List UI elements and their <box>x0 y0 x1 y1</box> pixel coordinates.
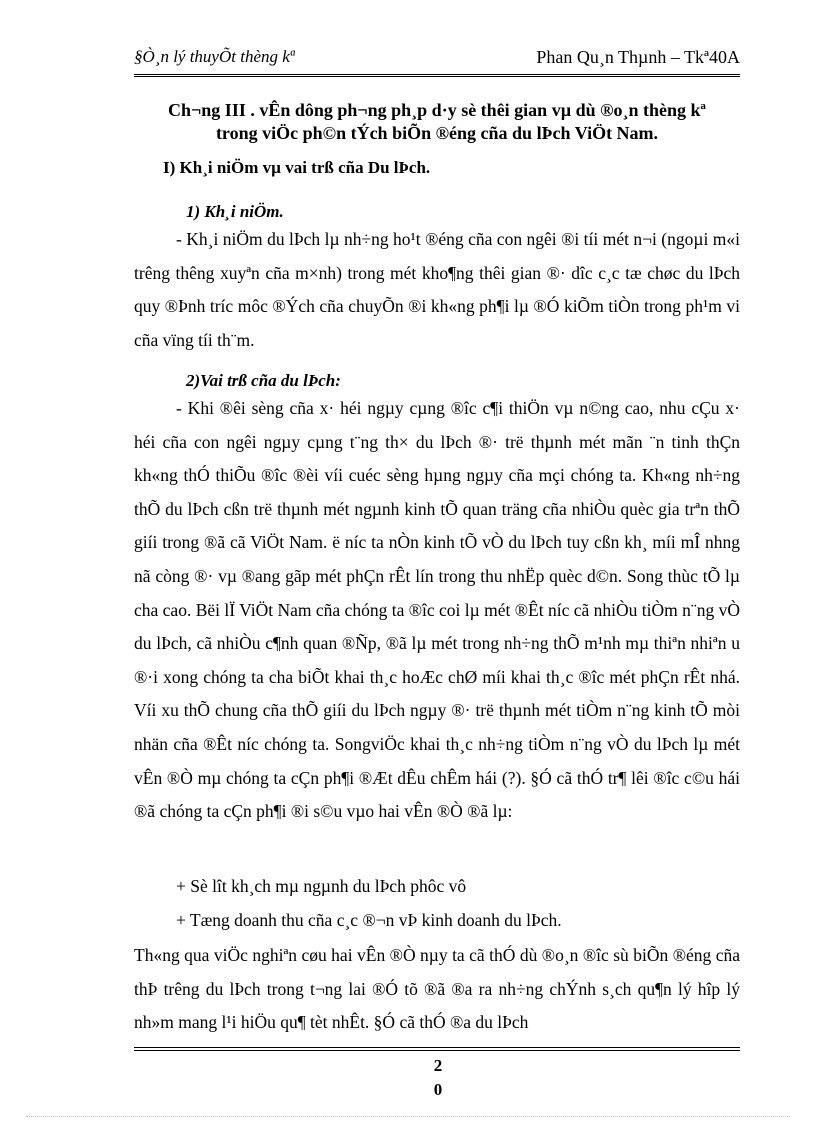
subsection-heading-concept: 1) Kh¸i niÖm. <box>186 202 284 221</box>
section-heading: I) Kh¸i niÖm vµ vai trß cña Du lÞch. <box>163 158 431 177</box>
closing-paragraph: Th«ng qua viÖc nghiªn cøu hai vÊn ®Ò nµy ta cã thÓ dù ®o¸n ®îc sù biÕn ®éng cña thÞ trêng du lÞch trong t¬ng lai ®Ó tõ ®ã ®a ra nh÷ng chÝnh s¸ch qu¶n lý hîp lý nh»m mang l¹i hiÖu qu¶ tèt nhÊt. §Ó cã thÓ ®a du lÞch <box>134 945 740 1033</box>
page-number-line-2: 0 <box>433 1080 443 1099</box>
header-divider <box>134 74 740 77</box>
page-number-line-1: 2 <box>433 1056 443 1075</box>
concept-paragraph: - Kh¸i niÖm du lÞch lµ nh÷ng ho¹t ®éng cña con ngêi ®i tíi mét n¬i (ngoµi m«i trêng thêng xuyªn cña m×nh) trong mét kho¶ng thêi gian ®· dîc c¸c tæ chøc du lÞch quy ®Þnh tríc môc ®Ých cña chuyÕn ®i kh«ng ph¶i lµ ®Ó kiÕm tiÒn trong ph¹m vi cña vïng tíi th¨m. <box>134 229 740 350</box>
page-bottom-border <box>26 1116 790 1117</box>
chapter-title-line-2: trong viÖc ph©n tÝch biÕn ®éng cña du lÞch ViÖt Nam. <box>215 123 659 143</box>
list-item: + Sè lît kh¸ch mµ ngµnh du lÞch phôc vô <box>176 876 467 896</box>
chapter-title-line-1: Ch¬ng III . vÊn dông ph¬ng ph¸p d·y sè thêi gian vµ dù ®o¸n thèng kª <box>168 100 706 120</box>
header-author: Phan Qu¸n Thµnh – Tkª40A <box>536 47 740 67</box>
header-title: §Ò¸n lý thuyÕt thèng kª <box>134 47 295 66</box>
chapter-title <box>134 99 740 145</box>
role-paragraph: - Khi ®êi sèng cña x· héi ngµy cµng ®îc c¶i thiÖn vµ n©ng cao, nhu cÇu x· héi cña con ngêi ngµy cµng t¨ng th× du lÞch ®· trë thµnh mét mãn ¨n tinh thÇn kh«ng thÓ thiÕu ®îc ®èi víi cuéc sèng hµng ngµy cña mçi chóng ta. Kh«ng nh÷ng thÕ du lÞch cßn trë thµnh mét ngµnh kinh tÕ quan träng cña nhiÒu quèc gia trªn thÕ giíi trong ®ã cã ViÖt Nam. ë níc ta nÒn kinh tÕ vÒ du lÞch tuy cßn kh¸ míi mÎ nhng nã còng ®· vµ ®ang gãp mét phÇn rÊt lín trong thu nhËp quèc d©n. Song thùc tÕ lµ cha cao. Bëi lÏ ViÖt Nam cña chóng ta ®îc coi lµ mét ®Êt níc cã nhiÒu tiÒm n¨ng vÒ du lÞch, cã nhiÒu c¶nh quan ®Ñp, ®ã lµ mét trong nh÷ng thÕ m¹nh mµ thiªn nhiªn u ®·i xong chóng ta cha biÕt khai th¸c hoÆc chØ míi khai th¸c ®îc mét phÇn rÊt nhá. Víi xu thÕ chung cña thÕ giíi du lÞch ngµy ®· trë thµnh mét tiÒm n¨ng kinh tÕ mòi nhän cña ®Êt níc chóng ta. SongviÖc khai th¸c nh÷ng tiÒm n¨ng vÒ du lÞch lµ mét vÊn ®Ò mµ chóng ta cÇn ph¶i ®Æt dÊu chÊm hái (?). §Ó cã thÓ tr¶ lêi ®îc c©u hái ®ã chóng ta cÇn ph¶i ®i s©u vµo hai vÊn ®Ò ®ã lµ: <box>134 398 740 822</box>
page-header <box>134 47 740 73</box>
list-item: + Tæng doanh thu cña c¸c ®¬n vÞ kinh doanh du lÞch. <box>176 910 562 930</box>
subsection-heading-role: 2)Vai trß cña du lÞch: <box>186 371 341 390</box>
footer-divider <box>134 1047 740 1051</box>
